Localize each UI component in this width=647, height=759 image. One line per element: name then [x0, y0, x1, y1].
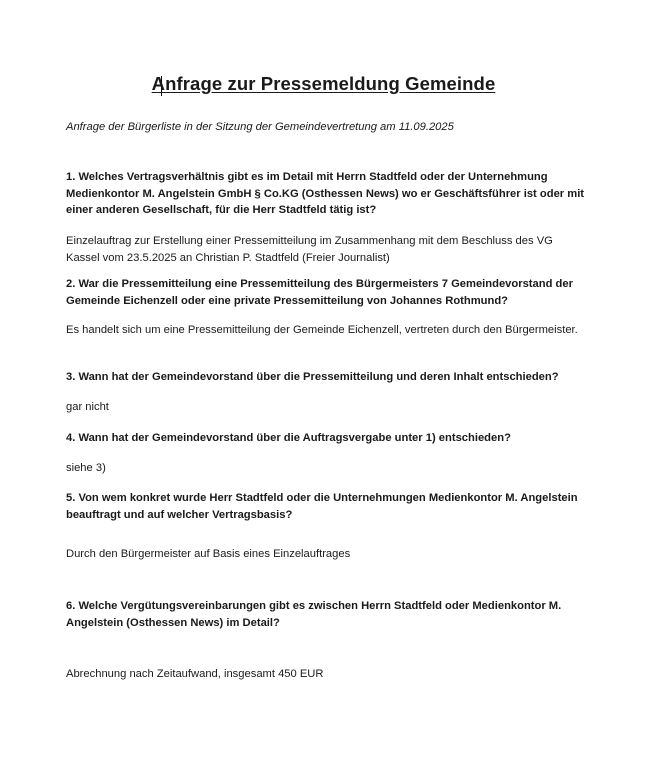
answer-2: Es handelt sich um eine Pressemitteilung der Gemeinde Eichenzell, vertreten durch den Bürgermeister.	[66, 324, 578, 336]
answer-5: Durch den Bürgermeister auf Basis eines Einzelauftrages	[66, 548, 351, 560]
answer-1: Einzelauftrag zur Erstellung einer Pressemitteilung im Zusammenhang mit dem Beschluss des VG Kassel vom 23.5.2025 an Christian P. Stadtfeld (Freier Journalist)	[66, 235, 553, 264]
document-subtitle: Anfrage der Bürgerliste in der Sitzung der Gemeindevertretung am 11.09.2025	[66, 121, 454, 133]
question-4: 4. Wann hat der Gemeindevorstand über die Auftragsvergabe unter 1) entschieden?	[66, 432, 511, 444]
document-title: Anfrage zur Pressemeldung Gemeinde	[151, 73, 496, 94]
answer-4: siehe 3)	[66, 462, 106, 474]
question-6: 6. Welche Vergütungsvereinbarungen gibt es zwischen Herrn Stadtfeld oder Medienkontor M. Angelstein (Osthessen News) im Detail?	[66, 600, 562, 629]
question-1: 1. Welches Vertragsverhältnis gibt es im Detail mit Herrn Stadtfeld oder der Unternehmung Medienkontor M. Angelstein GmbH § Co.KG (Osthessen News) wo er Geschäftsführer ist oder mit einer anderen Gesellschaft, für die Herr Stadtfeld tätig ist?	[66, 171, 585, 216]
question-3: 3. Wann hat der Gemeindevorstand über die Pressemitteilung und deren Inhalt entschieden?	[66, 371, 559, 383]
answer-6: Abrechnung nach Zeitaufwand, insgesamt 450 EUR	[66, 668, 324, 680]
question-5: 5. Von wem konkret wurde Herr Stadtfeld oder die Unternehmungen Medienkontor M. Angelstein beauftragt und auf welcher Vertragsbasis?	[66, 492, 578, 521]
answer-3: gar nicht	[66, 401, 109, 413]
question-2: 2. War die Pressemitteilung eine Pressemitteilung des Bürgermeisters 7 Gemeindevorstand der Gemeinde Eichenzell oder eine private Pressemitteilung von Johannes Rothmund?	[66, 278, 573, 307]
